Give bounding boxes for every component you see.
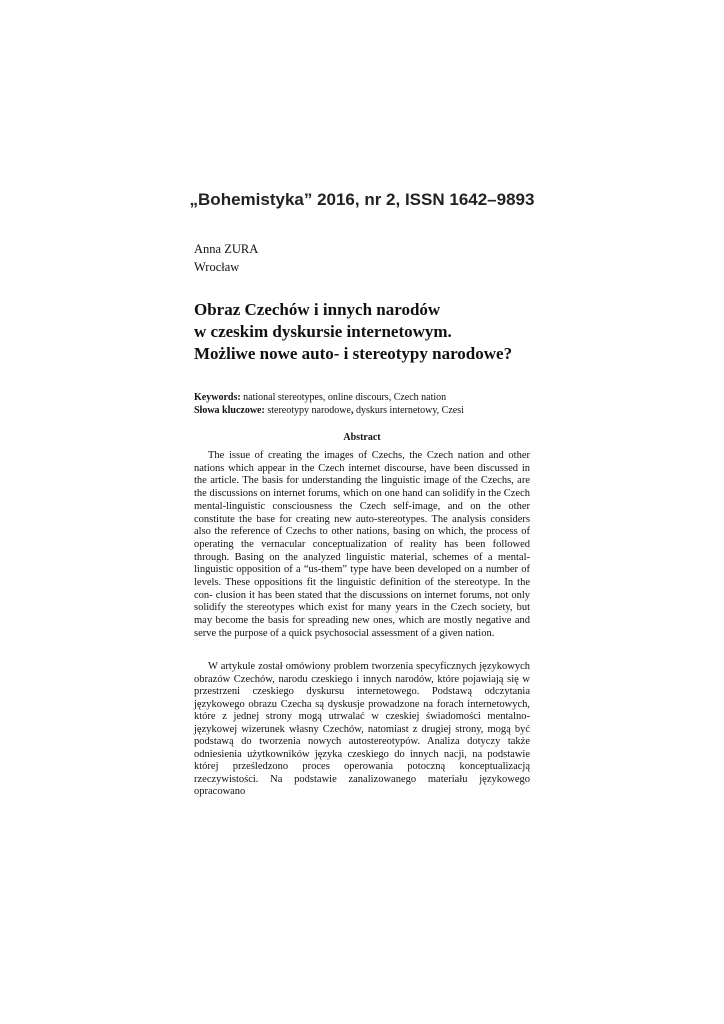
keywords-block — [194, 391, 464, 417]
author-name — [194, 240, 258, 258]
keywords-pl: Słowa kluczowe: stereotypy narodowe, dyskurs internetowy, Czesi — [194, 405, 464, 416]
article-title — [194, 299, 539, 365]
journal-header: „Bohemistyka” 2016, nr 2, ISSN 1642–9893 — [189, 190, 535, 209]
title-line: w czeskim dyskursie internetowym. — [194, 322, 452, 341]
keywords-en: Keywords: national stereotypes, online discours, Czech nation — [194, 392, 447, 403]
abstract-heading: Abstract — [343, 432, 381, 443]
author-city: Wrocław — [194, 260, 240, 274]
author-first-name: Anna — [194, 242, 222, 256]
title-line: Możliwe nowe auto- i stereotypy narodowe? — [194, 344, 513, 363]
abstract-text: The issue of creating the images of Czechs, the Czech nation and other nations which appear in the Czech internet discourse, have been discussed in the article. The basis for understanding the linguistic image of the Czechs, are the discussions on internet forums, which on one hand can solidify in the Czech mental-linguistic consciousness the Czech self-image, and on the other constitute the base for creating new auto-stereotypes. The analysis considers also the reference of Czechs to other nations, basing on which, the process of operating the vernacular conceptualization of reality has been followed through. Basing on the analyzed linguistic material, schemes of a mental-linguistic opposition of a “us-them” type have been developed on a number of levels. These oppositions fit the linguistic definition of the stereotype. In the con- clusion it has been stated that the discussions on internet forums, not only solidify the stereotypes which exist for many years in the Czech society, but may become the basis for spreading new ones, which are mostly negative and serve the purpose of a quick psychosocial assessment of a given nation. — [194, 450, 530, 639]
body-paragraph: W artykule został omówiony problem tworzenia specyficznych językowych obrazów Czechów, narodu czeskiego i innych narodów, które pojawiają się w przestrzeni czeskiego dyskursu internetowego. Podstawą odczytania językowego obrazu Czecha są dyskusje prowadzone na forach internetowych, które z jednej strony mogą utrwalać w czeskiej świadomości mentalno-językowej wizerunek własny Czechów, natomiast z drugiej strony, mogą być podstawą do tworzenia nowych autostereotypów. Analiza dotyczy także odniesienia użytkowników języka czeskiego do innych nacji, na podstawie której prześledzono proces operowania potoczną konceptualizacją rzeczywistości. Na podstawie zanalizowanego materiału językowego opracowano — [194, 661, 530, 797]
author-block — [194, 240, 258, 276]
author-surname: ZURA — [224, 242, 259, 256]
title-line: Obraz Czechów i innych narodów — [194, 300, 441, 319]
